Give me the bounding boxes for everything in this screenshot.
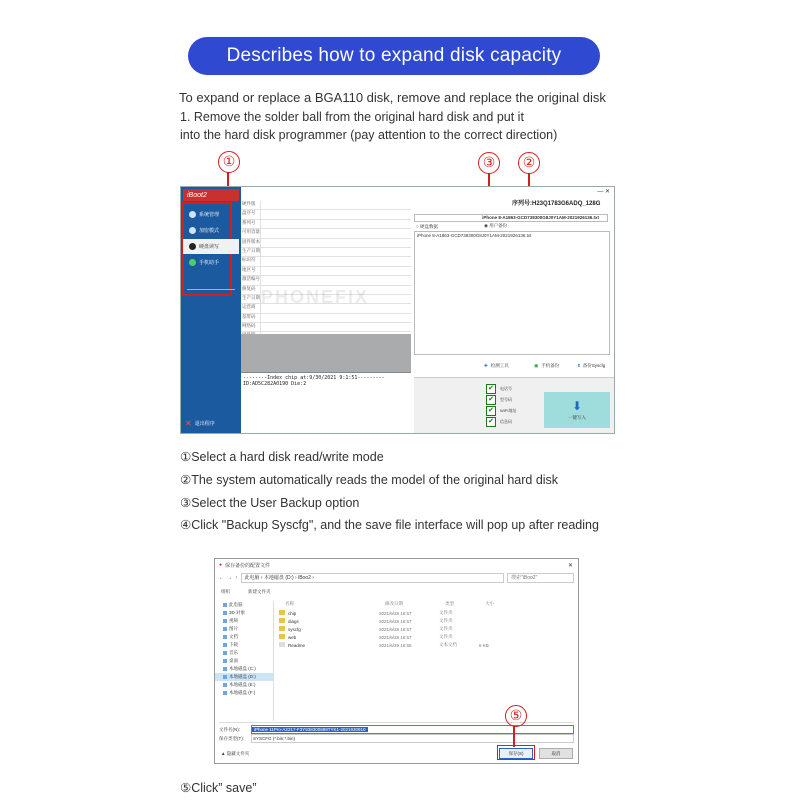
nav-item-system[interactable] [183, 207, 239, 222]
folder-icon [279, 610, 285, 615]
table-header [277, 601, 573, 609]
option-disk-data-label: 硬盘数据 [419, 224, 438, 229]
form-row [241, 267, 411, 276]
form-row [241, 210, 411, 219]
form-label: 基带码 [241, 314, 261, 322]
tree-item-label: 视频 [229, 618, 238, 623]
form-value-field[interactable] [261, 220, 411, 228]
checkbox-icon: ✔ [486, 395, 496, 405]
plus-icon: ✚ [484, 363, 488, 368]
dialog-title: 保存备份的配置文件 [225, 562, 271, 569]
form-label: 盘序号 [241, 210, 261, 218]
page-title: Describes how to expand disk capacity [188, 37, 600, 75]
tree-item[interactable] [215, 625, 273, 633]
new-folder-button[interactable]: 新建文件夹 [248, 589, 271, 594]
filename-label: 文件名(N): [219, 726, 240, 732]
form-value-field[interactable] [261, 257, 411, 265]
filename-row [219, 725, 574, 734]
nav-label: 加密模式 [199, 228, 220, 234]
cell-date: 2021/9/28 16:57 [379, 618, 412, 624]
backup-syscfg-label: 备份Syscfg [582, 363, 606, 368]
path-field[interactable]: 此电脑 › 本地磁盘 (D:) › iBoo2 › [241, 573, 505, 583]
file-name: web [288, 635, 297, 640]
checkbox-icon: ✔ [486, 406, 496, 416]
backup-syscfg-button[interactable] [577, 363, 605, 369]
app-logo: iBoot2 [183, 189, 239, 201]
table-row[interactable] [277, 609, 573, 617]
form-label: 生产日期 [241, 295, 261, 303]
marker-2: ② [518, 152, 540, 174]
save-button[interactable]: 保存(S) [499, 748, 533, 759]
form-value-field[interactable] [261, 229, 411, 237]
cell-type: 文件夹 [439, 610, 453, 615]
folder-icon [279, 626, 285, 631]
form-label: 标识符 [241, 257, 261, 265]
form-row [241, 239, 411, 248]
drive-icon [223, 675, 227, 679]
tree-item[interactable] [215, 665, 273, 673]
cell-type: 文本文档 [439, 642, 457, 647]
hide-folders-label: 隐藏文件夹 [226, 751, 250, 756]
tree-item[interactable] [215, 609, 273, 617]
drive-icon [223, 603, 227, 607]
table-row[interactable] [277, 641, 573, 649]
tree-item-label: 下载 [229, 642, 238, 647]
col-date[interactable]: 修改日期 [385, 601, 403, 606]
search-input[interactable]: 搜索"iBoo2" [507, 573, 574, 583]
file-icon [279, 642, 285, 647]
form-value-field[interactable] [261, 276, 411, 284]
nav-tree [215, 601, 274, 721]
folder-icon [279, 618, 285, 623]
tree-item[interactable] [215, 649, 273, 657]
type-label: 保存类型(T): [219, 735, 244, 741]
form-label: 修复码 [241, 286, 261, 294]
form-row [241, 323, 411, 332]
form-label: 地区号 [241, 267, 261, 275]
file-name: diags [288, 619, 299, 624]
marker-3: ③ [478, 152, 500, 174]
detect-tool-label: 检测工具 [490, 363, 509, 368]
check-options [486, 383, 538, 428]
check-label: 型号码 [500, 396, 512, 402]
drive-icon [223, 683, 227, 687]
check-label: 电话号 [500, 385, 512, 391]
step-5: ⑤Click” save” [180, 781, 257, 795]
log-output: --------Index chip at:9/30/2021 9:1:51--------- ID:AD5C282A0190 Die:2 [241, 372, 411, 433]
drive-icon [223, 667, 227, 671]
filename-input[interactable] [251, 725, 574, 734]
cell-name [277, 642, 379, 648]
exit-button[interactable] [185, 419, 215, 428]
step-1: ①Select a hard disk read/write mode [180, 450, 384, 464]
system-icon [189, 211, 196, 218]
tree-item[interactable] [215, 689, 273, 697]
address-bar [219, 573, 574, 582]
cell-size: 6 KB [479, 642, 489, 648]
check-label: WIFI地址 [500, 407, 517, 413]
form-row [241, 220, 411, 229]
intro-line-3: into the hard disk programmer (pay attention to the correct direction) [180, 128, 558, 142]
cell-type: 文件夹 [439, 618, 453, 623]
intro-line-1: To expand or replace a BGA110 disk, remove and replace the original disk [179, 90, 606, 105]
cell-name [277, 610, 379, 616]
form-value-field[interactable] [261, 267, 411, 275]
drive-icon [223, 619, 227, 623]
check-model[interactable] [486, 394, 538, 405]
intro-line-2: 1. Remove the solder ball from the original hard disk and put it [180, 110, 524, 124]
callout-line-5 [513, 726, 515, 747]
up-icon[interactable]: ↑ [235, 574, 238, 581]
col-size[interactable]: 大小 [485, 601, 494, 606]
form-row [241, 314, 411, 323]
cell-date: 2021/9/28 16:57 [379, 610, 412, 616]
tree-item[interactable] [215, 657, 273, 665]
nav-label: 系统管理 [199, 212, 220, 218]
save-highlight-box [497, 745, 535, 760]
form-label: 固件版本 [241, 239, 261, 247]
step-3: ③Select the User Backup option [180, 496, 360, 510]
form-row [241, 201, 411, 210]
check-wifi[interactable] [486, 405, 538, 416]
form-row [241, 248, 411, 257]
form-value-field[interactable] [261, 201, 411, 209]
nav-item-encrypt[interactable] [183, 223, 239, 238]
drive-icon [223, 651, 227, 655]
nav-item-disk-rw[interactable] [183, 239, 239, 254]
table-row[interactable] [277, 633, 573, 641]
form-value-field[interactable] [261, 248, 411, 256]
tree-item-label: 本地磁盘 (E:) [229, 682, 256, 687]
tree-item[interactable] [215, 617, 273, 625]
col-type[interactable]: 类型 [445, 601, 454, 606]
tree-item[interactable] [215, 633, 273, 641]
form-value-field[interactable] [261, 210, 411, 218]
backup-icon: ▣ [534, 363, 539, 368]
detect-tool-button[interactable] [484, 363, 509, 369]
disk-info-form [241, 201, 411, 341]
window-controls[interactable]: — ✕ [597, 189, 610, 195]
tree-item[interactable] [215, 641, 273, 649]
phone-backup-button[interactable] [534, 363, 559, 369]
app-icon: ● [219, 562, 223, 568]
dialog-toolbar [221, 589, 271, 595]
option-user-backup[interactable]: ◉ 用户备份 [484, 223, 508, 228]
tree-item-label: 3D 对象 [229, 610, 246, 615]
form-label: 系列号 [241, 220, 261, 228]
cell-name [277, 634, 379, 640]
form-value-field[interactable] [261, 239, 411, 247]
table-row[interactable] [277, 625, 573, 633]
arrow-up-icon: ⬆ [577, 363, 581, 368]
step-4: ④Click "Backup Syscfg", and the save file interface will pop up after reading [180, 518, 599, 532]
cell-date: 2021/9/28 16:57 [379, 626, 412, 632]
phone-icon [189, 259, 196, 266]
app-screenshot-iboot2 [180, 186, 615, 434]
drive-icon [223, 659, 227, 663]
form-label: 生产日期 [241, 248, 261, 256]
tree-item-label: 音乐 [229, 650, 238, 655]
form-label: 运营商 [241, 304, 261, 312]
option-disk-data[interactable]: ○ 硬盘数据 [416, 224, 438, 229]
folder-icon [279, 634, 285, 639]
forward-icon[interactable]: → [227, 574, 232, 581]
type-row [219, 734, 574, 743]
tree-item[interactable] [215, 601, 273, 609]
disk-icon [189, 243, 196, 250]
form-footer-panel [241, 334, 411, 372]
nav-label: 手机助手 [199, 260, 220, 266]
drive-icon [223, 691, 227, 695]
file-list[interactable] [414, 231, 610, 355]
form-label: 激活编号 [241, 276, 261, 284]
cell-date: 2021/9/28 16:57 [379, 634, 412, 640]
sidebar-divider [187, 289, 235, 290]
hide-folders-toggle[interactable]: ▲ 隐藏文件夹 [221, 751, 250, 756]
col-name[interactable]: 名称 [285, 601, 294, 606]
cell-type: 文件夹 [439, 626, 453, 631]
cancel-button[interactable]: 取消 [539, 748, 573, 759]
cell-name [277, 626, 379, 632]
organize-menu[interactable]: 组织 [221, 589, 230, 594]
tree-item-label: 此电脑 [229, 602, 243, 607]
form-row [241, 276, 411, 285]
download-icon: ⬇ [571, 398, 583, 413]
write-label: 一键写入 [568, 414, 586, 420]
form-row [241, 257, 411, 266]
close-icon[interactable]: ✕ [567, 562, 573, 569]
nav-label: 硬盘读写 [199, 244, 220, 250]
step-2: ②The system automatically reads the model of the original hard disk [180, 473, 559, 487]
save-dialog-screenshot [214, 558, 579, 764]
tree-item[interactable] [215, 673, 273, 681]
backup-file-select[interactable]: iPhone 8-A1863-GCD738300G8J0Y1AM-2021926136.txt [414, 214, 608, 222]
table-body [277, 609, 573, 649]
drive-icon [223, 635, 227, 639]
back-icon[interactable]: ← [219, 574, 224, 581]
nav-item-phone[interactable] [183, 255, 239, 270]
tree-item-label: 桌面 [229, 658, 238, 663]
cell-name [277, 618, 379, 624]
checkbox-icon: ✔ [486, 384, 496, 394]
file-name: chip [288, 611, 297, 616]
phone-backup-label: 手机备份 [541, 363, 560, 368]
tree-item-label: 文档 [229, 634, 238, 639]
lock-icon [189, 227, 196, 234]
tree-item-label: 本地磁盘 (F:) [229, 690, 256, 695]
check-label: 信息码 [500, 418, 512, 424]
close-icon: ✕ [185, 419, 192, 428]
table-row[interactable] [277, 617, 573, 625]
drive-icon [223, 611, 227, 615]
marker-5: ⑤ [505, 705, 527, 727]
drive-icon [223, 643, 227, 647]
write-panel [414, 377, 614, 434]
cell-date: 2021/6/29 16:55 [379, 642, 412, 648]
form-label: 网络码 [241, 323, 261, 331]
tree-item-label: 本地磁盘 (C:) [229, 666, 256, 671]
form-value-field[interactable] [261, 314, 411, 322]
watermark: PHONEFIX [261, 287, 370, 307]
form-row [241, 229, 411, 238]
check-phone[interactable] [486, 383, 538, 394]
drive-icon [223, 627, 227, 631]
marker-1: ① [218, 151, 240, 173]
tree-item-label: 本地磁盘 (D:) [229, 674, 256, 679]
check-info[interactable] [486, 416, 538, 427]
exit-label: 退出程序 [194, 421, 215, 427]
dialog-titlebar [215, 559, 578, 571]
form-label: 硬件版 [241, 201, 261, 209]
cell-type: 文件夹 [439, 634, 453, 639]
option-user-backup-label: 用户备份 [489, 223, 508, 228]
file-list-item[interactable]: iPhone 8-A1863-GCD738300G8J0Y1AM-2021926136.txt [417, 233, 532, 238]
file-name: Readme [288, 643, 306, 648]
tree-item-label: 图片 [229, 626, 238, 631]
file-name: syscfg [288, 627, 301, 632]
form-label: 可用容量 [241, 229, 261, 237]
tree-item[interactable] [215, 681, 273, 689]
form-value-field[interactable] [261, 323, 411, 331]
file-type-select[interactable]: SYSCFG (*.bin;*.bin) [251, 734, 574, 743]
filename-value: iPhone 11Pro-A2217-F3Y938300889TYK1-2021930910 [254, 727, 366, 732]
checkbox-icon: ✔ [486, 417, 496, 427]
one-click-write-button[interactable] [544, 392, 610, 428]
disk-model: 序列号:H23Q1783G6ADQ_128G [512, 201, 601, 207]
file-table [277, 601, 573, 721]
